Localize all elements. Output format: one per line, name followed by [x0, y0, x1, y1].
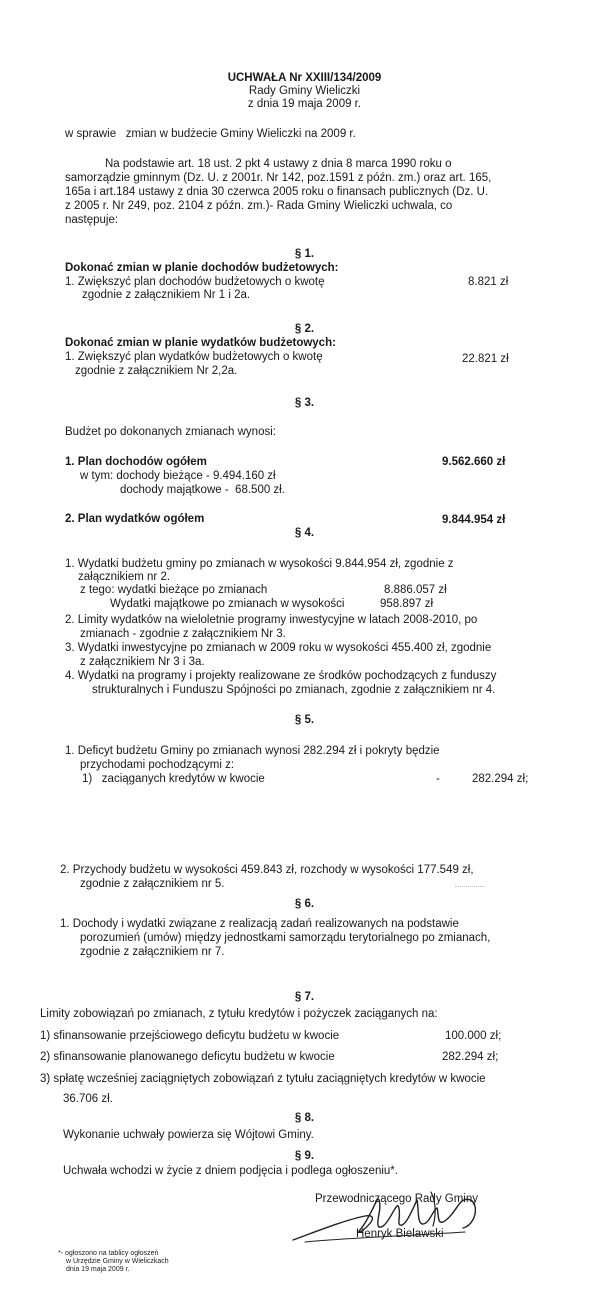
item-line: 1. Wydatki budżetu gminy po zmianach w wysokości 9.844.954 zł, zgodnie z: [65, 558, 454, 570]
section-mark: § 8.: [294, 1112, 315, 1124]
item-line: 1. Deficyt budżetu Gminy po zmianach wynosi 282.294 zł i pokryty będzie: [65, 745, 440, 757]
item-line: zgodnie z załącznikiem Nr 1 i 2a.: [82, 289, 251, 301]
document-date: z dnia 19 maja 2009 r.: [247, 98, 362, 110]
preamble-line: następuje:: [65, 214, 119, 226]
preamble-line: 165a i art.184 ustawy z dnia 30 czerwca 2005 roku o finansach publicznych (Dz. U.: [65, 186, 489, 198]
section-mark: § 2.: [294, 323, 315, 335]
section-mark: § 1.: [294, 248, 315, 260]
signature-name: Henryk Bielawski: [356, 1228, 444, 1240]
expense-total-amount: 9.844.954 zł: [442, 514, 506, 526]
section-intro: Budżet po dokonanych zmianach wynosi:: [65, 426, 276, 438]
scan-speck: [455, 886, 485, 889]
amount: 100.000 zł;: [445, 1030, 502, 1042]
amount: 282.294 zł;: [442, 1051, 499, 1063]
item-line: zgodnie z załącznikiem nr 7.: [80, 946, 225, 958]
issuer: Rady Gminy Wieliczki: [248, 85, 361, 97]
item-line: z załącznikiem Nr 3 i 3a.: [80, 656, 205, 668]
item-line: 1. Zwiększyć plan wydatków budżetowych o kwotę: [65, 351, 323, 363]
section-heading: Dokonać zmian w planie wydatków budżetowych:: [65, 337, 336, 349]
preamble-line: Na podstawie art. 18 ust. 2 pkt 4 ustawy z dnia 8 marca 1990 roku o: [105, 158, 452, 170]
expense-total-label: 2. Plan wydatków ogółem: [65, 513, 205, 525]
section-heading: Dokonać zmian w planie dochodów budżetowych:: [65, 262, 339, 274]
item-line: zmianach - zgodnie z załącznikiem Nr 3.: [80, 628, 286, 640]
item-line: Wydatki majątkowe po zmianach w wysokości: [110, 598, 345, 610]
amount: 8.821 zł: [468, 276, 509, 288]
item-line: strukturalnych i Funduszu Spójności po zmianach, zgodnie z załącznikiem nr 4.: [92, 684, 496, 696]
section-mark: § 3.: [294, 397, 315, 409]
item-line: 1. Zwiększyć plan dochodów budżetowych o kwotę: [65, 276, 325, 288]
section-mark: § 9.: [294, 1150, 315, 1162]
signature-role: Przewodniczącego Rady Gminy: [315, 1193, 478, 1205]
footnote-line: w Urzędzie Gminy w Wieliczkach: [66, 1258, 169, 1265]
preamble-line: z 2005 r. Nr 249, poz. 2104 z późn. zm.)- Rada Gminy Wieliczki uchwala, co: [65, 200, 453, 212]
section-mark: § 5.: [294, 714, 315, 726]
item-line: 2. Limity wydatków na wieloletnie programy inwestycyjne w latach 2008-2010, po: [65, 614, 478, 626]
item-line: 3. Wydatki inwestycyjne po zmianach w 2009 roku w wysokości 455.400 zł, zgodnie: [65, 642, 492, 654]
amount: 282.294 zł;: [472, 773, 529, 785]
amount: 958.897 zł: [380, 598, 434, 610]
handwritten-signature: [285, 1180, 515, 1252]
section-text: Wykonanie uchwały powierza się Wójtowi Gminy.: [63, 1129, 314, 1141]
item-line: 2) sfinansowanie planowanego deficytu budżetu w kwocie: [40, 1051, 335, 1063]
section-mark: § 4.: [294, 527, 315, 539]
footnote-line: *- ogłoszono na tablicy ogłoszeń: [58, 1250, 159, 1257]
section-text: Uchwała wchodzi w życie z dniem podjęcia i podlega ogłoszeniu*.: [63, 1165, 398, 1177]
section-mark: § 7.: [294, 991, 315, 1003]
subject-line: w sprawie zmian w budżecie Gminy Wieliczki na 2009 r.: [65, 128, 356, 140]
item-line: z tego: wydatki bieżące po zmianach: [80, 584, 268, 596]
item-line: zgodnie z załącznikiem nr 5.: [80, 878, 225, 890]
item-line: 4. Wydatki na programy i projekty realizowane ze środków pochodzących z funduszy: [65, 670, 497, 682]
item-line: zgodnie z załącznikiem Nr 2,2a.: [75, 365, 238, 377]
income-current: w tym: dochody bieżące - 9.494.160 zł: [80, 470, 276, 482]
item-line: 36.706 zł.: [63, 1093, 113, 1105]
item-line: 1) sfinansowanie przejściowego deficytu budżetu w kwocie: [40, 1030, 340, 1042]
section-intro: Limity zobowiązań po zmianach, z tytułu kredytów i pożyczek zaciąganych na:: [40, 1008, 438, 1020]
income-total-label: 1. Plan dochodów ogółem: [65, 456, 207, 468]
item-line: porozumień (umów) między jednostkami samorządu terytorialnego po zmianach,: [80, 932, 491, 944]
item-line: 2. Przychody budżetu w wysokości 459.843 zł, rozchody w wysokości 177.549 zł,: [60, 864, 474, 876]
document-title: UCHWAŁA Nr XXIII/134/2009: [227, 72, 382, 84]
dash: -: [436, 773, 440, 785]
amount: 22.821 zł: [462, 353, 509, 365]
item-line: 1) zaciąganych kredytów w kwocie: [82, 773, 265, 785]
income-property: dochody majątkowe - 68.500 zł.: [120, 484, 285, 496]
item-line: 1. Dochody i wydatki związane z realizacją zadań realizowanych na podstawie: [60, 918, 459, 930]
income-total-amount: 9.562.660 zł: [442, 456, 506, 468]
item-line: przychodami pochodzącymi z:: [80, 759, 235, 771]
item-line: załącznikiem nr 2.: [78, 571, 171, 583]
section-mark: § 6.: [294, 898, 315, 910]
item-line: 3) spłatę wcześniej zaciągniętych zobowiązań z tytułu zaciągniętych kredytów w kwocie: [40, 1073, 486, 1085]
footnote-line: dnia 19 maja 2009 r.: [66, 1266, 130, 1273]
amount: 8.886.057 zł: [384, 584, 447, 596]
preamble-line: samorządzie gminnym (Dz. U. z 2001r. Nr 142, poz.1591 z późn. zm.) oraz art. 165,: [65, 172, 492, 184]
